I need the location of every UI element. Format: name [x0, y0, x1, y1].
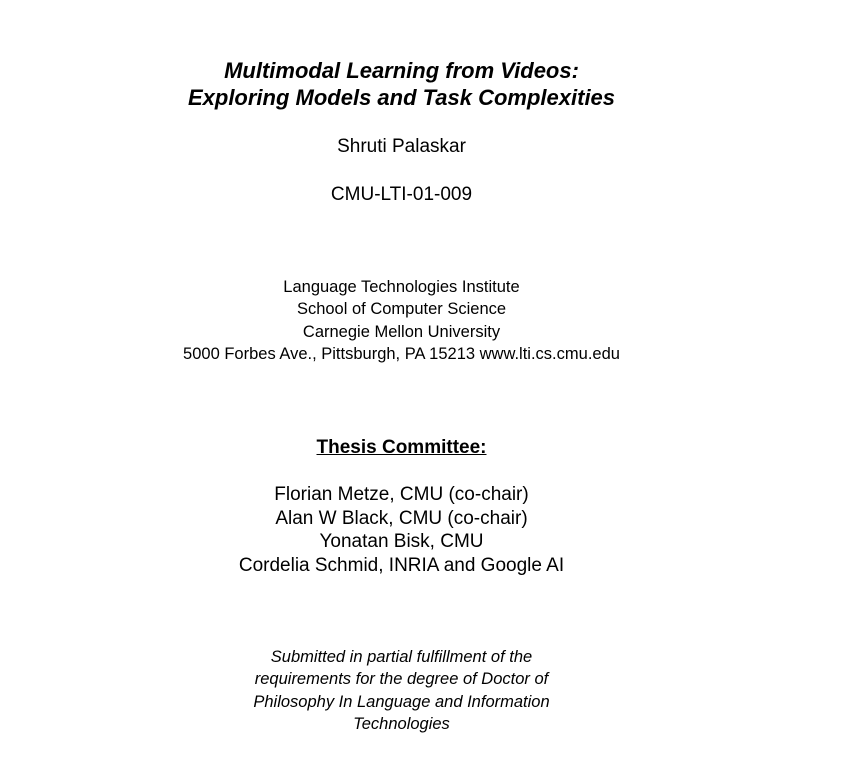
department-name: Language Technologies Institute — [283, 278, 520, 296]
school-name: School of Computer Science — [296, 300, 507, 319]
committee-list — [0, 483, 803, 577]
submission-statement — [0, 646, 803, 735]
committee-member: Cordelia Schmid, INRIA and Google AI — [238, 554, 565, 576]
thesis-title-line-2: Exploring Models and Task Complexities — [187, 85, 616, 110]
thesis-title — [0, 57, 803, 111]
author-name: Shruti Palaskar — [337, 136, 466, 157]
thesis-title-line-1: Multimodal Learning from Videos: — [224, 58, 579, 83]
committee-heading: Thesis Committee: — [316, 437, 487, 458]
submission-line: Philosophy In Language and Information — [253, 692, 550, 711]
submission-line: requirements for the degree of Doctor of — [254, 670, 549, 689]
committee-member: Florian Metze, CMU (co-chair) — [274, 484, 529, 505]
institution-address: 5000 Forbes Ave., Pittsburgh, PA 15213 www.lti.cs.cmu.edu — [183, 344, 620, 363]
report-id: CMU-LTI-01-009 — [330, 184, 473, 205]
submission-line: Technologies — [353, 714, 450, 733]
institution-block — [0, 276, 803, 365]
committee-member: Alan W Black, CMU (co-chair) — [275, 507, 528, 529]
committee-member: Yonatan Bisk, CMU — [319, 531, 484, 552]
submission-line: Submitted in partial fulfillment of the — [270, 648, 533, 666]
university-name: Carnegie Mellon University — [302, 322, 501, 341]
